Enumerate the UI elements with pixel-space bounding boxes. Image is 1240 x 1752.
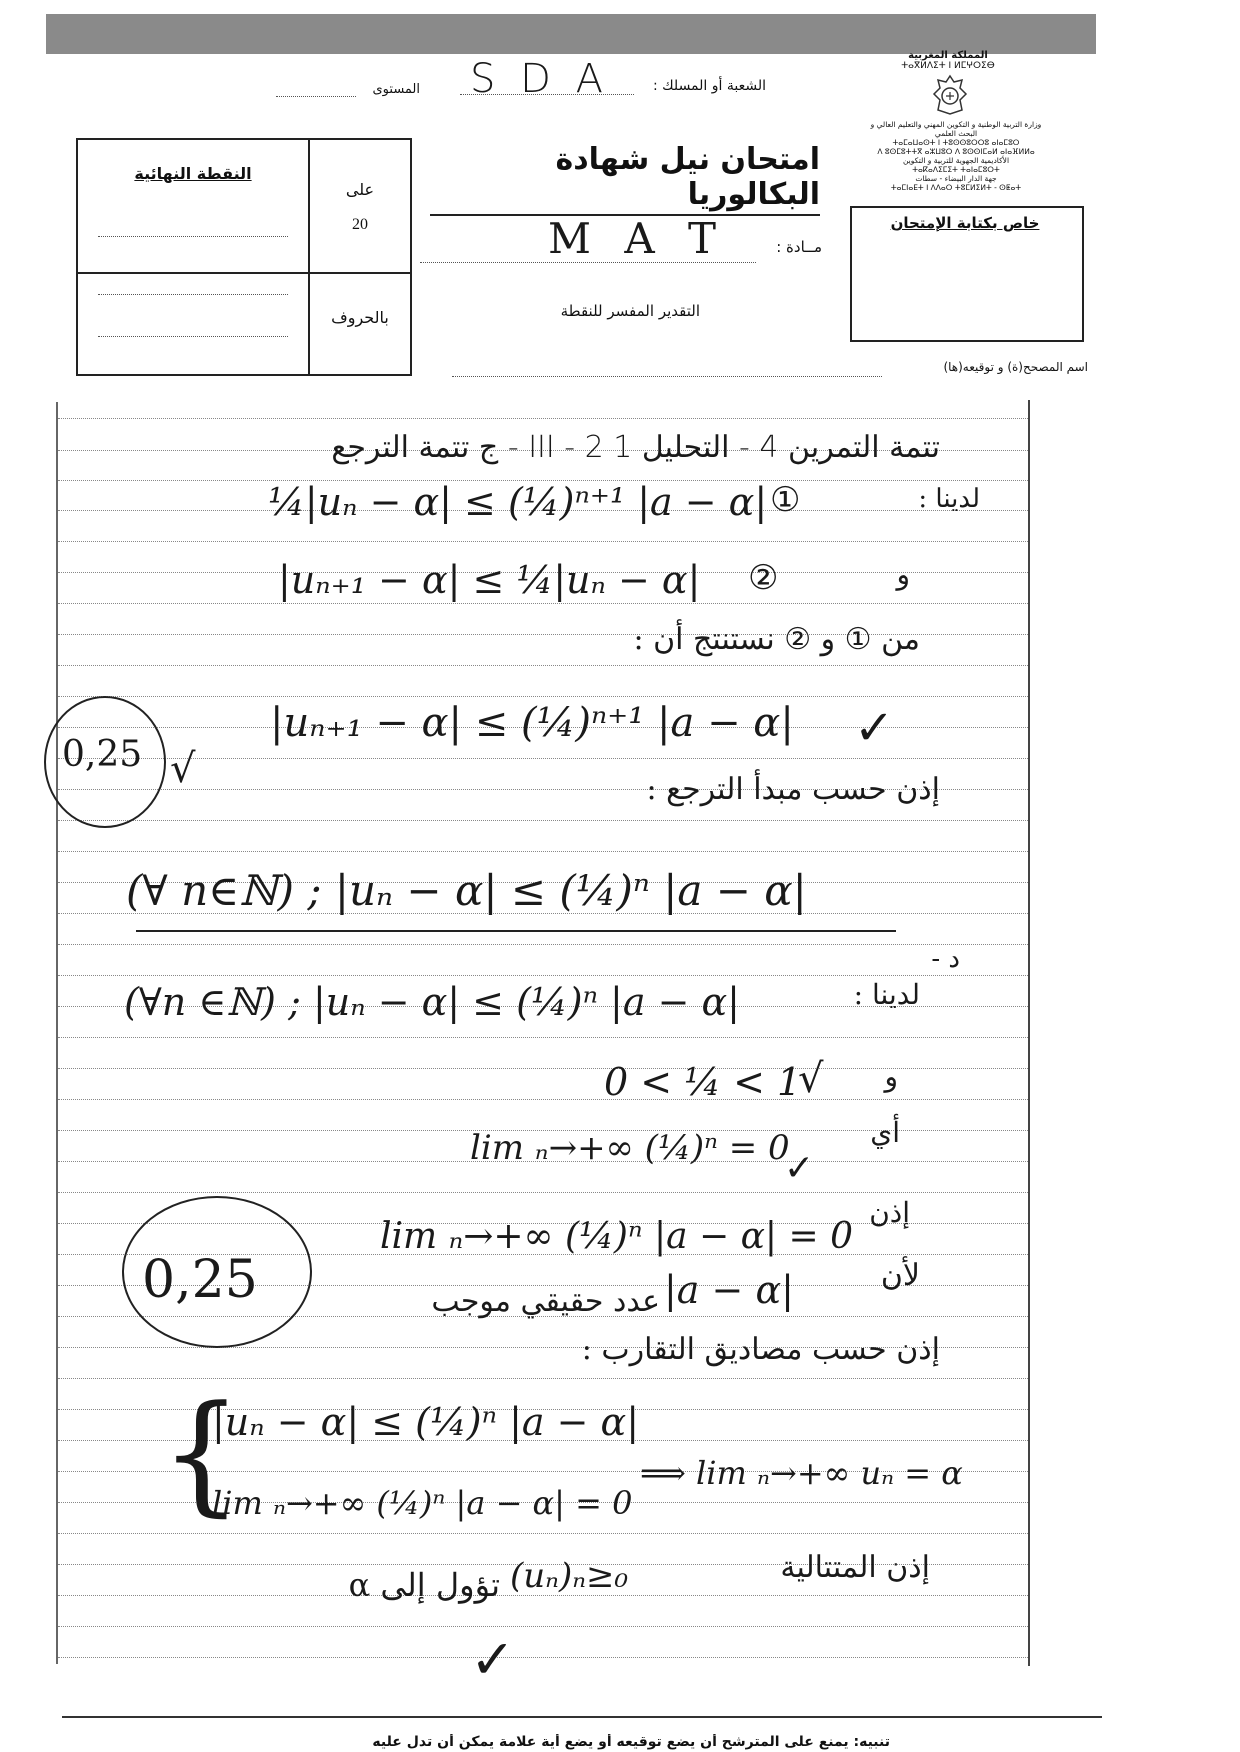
answer-line-16-end: تؤول إلى α <box>348 1566 500 1604</box>
answer-line-2-tag: ① <box>770 480 801 520</box>
answer-line-13: إذن حسب مصاديق التقارب : <box>581 1332 940 1367</box>
answer-line-9-and: و <box>884 1060 898 1093</box>
answer-line-2-math: ¼|uₙ − α| ≤ (¼)ⁿ⁺¹ |a − α| <box>268 480 768 524</box>
final-grade-label: النقطة النهائية <box>134 164 252 183</box>
answer-line-3-and: و <box>896 558 910 591</box>
system-brace: { <box>160 1377 243 1529</box>
answer-line-10-label: أي <box>870 1116 900 1149</box>
ministry-tif-2: ⴷ ⵓⵙⵎⵓⵜⵜⴳ ⴰⵣⵡⵓⵔ ⴷ ⵓⵙⵙⵏⵎⴰⵍ ⴰⵏⴰⴼⵍⵍⴰ <box>877 147 1035 156</box>
answer-line-10-math: lim ₙ→+∞ (¼)ⁿ = 0 <box>470 1128 790 1168</box>
implies-math: ⟹ lim ₙ→+∞ uₙ = α <box>640 1454 963 1492</box>
region-tif: ⵜⴰⵎⵏⴰⴹⵜ ⵏ ⴷⴷⴰⵔ ⵜⵓⵎⵍⵉⵍⵜ - ⵙⵟⴰⵜ <box>890 183 1022 192</box>
answer-line-5-math: |uₙ₊₁ − α| ≤ (¼)ⁿ⁺¹ |a − α| <box>270 700 794 746</box>
answer-line-12-ar: عدد حقيقي موجب <box>431 1284 660 1319</box>
answer-line-7-math: (∀ n∈ℕ) ; |uₙ − α| ≤ (¼)ⁿ |a − α| <box>126 866 807 915</box>
answer-line-11-math: lim ₙ→+∞ (¼)ⁿ |a − α| = 0 <box>380 1216 854 1257</box>
answer-line-3-math: |uₙ₊₁ − α| ≤ ¼|uₙ − α| <box>278 558 701 602</box>
score-2: 0,25 <box>142 1250 258 1310</box>
level-label: المستوى <box>372 82 420 97</box>
answer-line-12-label: لأن <box>880 1258 920 1293</box>
check-mark-final: ✓ <box>470 1628 516 1691</box>
check-mark-2: √ <box>170 746 196 792</box>
out-of-label: على <box>345 180 375 199</box>
part-letter: د - <box>931 944 960 974</box>
answer-line-2-label: لدينا : <box>918 484 980 514</box>
exam-office-label: خاص بكتابة الإمتحان <box>890 214 1040 232</box>
track-value: S D A <box>470 56 609 102</box>
answer-line-1: تتمة التمرين 4 - التحليل 1 III - 2 - ج تتمة الترجع <box>331 430 940 465</box>
score-1: 0,25 <box>62 734 143 775</box>
detailed-grade-label: التقدير المفسر للنقطة <box>560 302 700 320</box>
track-label: الشعبة أو المسلك : <box>652 78 766 94</box>
region-ar: جهة الدار البيضاء - سطات <box>915 174 997 183</box>
answer-line-4: من ① و ② نستنتج أن : <box>633 622 920 657</box>
subject-value: M A T <box>548 214 727 263</box>
answer-line-11-label: إذن <box>869 1196 910 1229</box>
answer-line-15-math: lim ₙ→+∞ (¼)ⁿ |a − α| = 0 <box>212 1484 633 1522</box>
academy-tif: ⵜⴰⴽⴰⴷⵉⵎⵉⵜ ⵜⴰⵏⴰⵎⵓⵔⵜ <box>912 165 1000 174</box>
exam-title: امتحان نيل شهادة البكالوريا <box>430 142 820 216</box>
footer-notice: تنبيه: يمنع على المترشح أن يضع توقيعه أو يضع أية علامة يمكن أن تدل عليه <box>372 1734 890 1750</box>
answer-line-14-math: |uₙ − α| ≤ (¼)ⁿ |a − α| <box>212 1400 640 1444</box>
ministry-ar: وزارة التربية الوطنية و التكوين المهني والتعليم العالي و البحث العلمي <box>870 120 1042 138</box>
answer-line-16-math: (uₙ)ₙ≥₀ <box>510 1556 629 1596</box>
answer-line-16-ar: إذن المتتالية <box>780 1550 930 1585</box>
answer-line-8-label: لدينا : <box>853 978 920 1011</box>
check-mark-3: √ <box>798 1056 824 1102</box>
answer-line-8-math: (∀n ∈ℕ) ; |uₙ − α| ≤ (¼)ⁿ |a − α| <box>124 980 740 1024</box>
ministry-tif-1: ⵜⴰⵎⴰⵡⴰⵙⵜ ⵏ ⵜⵓⵙⵙⵓⵔⵔⵓ ⴰⵏⴰⵎⵓⵔ <box>892 138 1020 147</box>
out-of-value: 20 <box>352 216 368 233</box>
kingdom-tif: ⵜⴰⴳⵍⴷⵉⵜ ⵏ ⵍⵎⵖⵔⵉⴱ <box>901 61 995 71</box>
footer-line <box>62 1716 1102 1718</box>
corrector-label: اسم المصحح(ة) و توقيعه(ها) <box>943 360 1088 374</box>
answer-line-3-tag: ② <box>748 558 779 598</box>
academy-ar: الأكاديمية الجهوية للتربية و التكوين <box>902 156 1010 165</box>
answer-line-6: إذن حسب مبدأ الترجع : <box>646 772 940 807</box>
check-mark-4: ✓ <box>784 1148 815 1189</box>
answer-line-12-math: |a − α| <box>664 1268 794 1312</box>
check-mark-1: ✓ <box>854 700 895 756</box>
underline-result <box>136 930 896 932</box>
in-letters-label: بالحروف <box>331 308 389 327</box>
kingdom-ar: المملكة المغربية <box>908 50 988 61</box>
answer-line-9-math: 0 < ¼ < 1 <box>604 1060 802 1104</box>
subject-label: مــادة : <box>776 238 822 256</box>
